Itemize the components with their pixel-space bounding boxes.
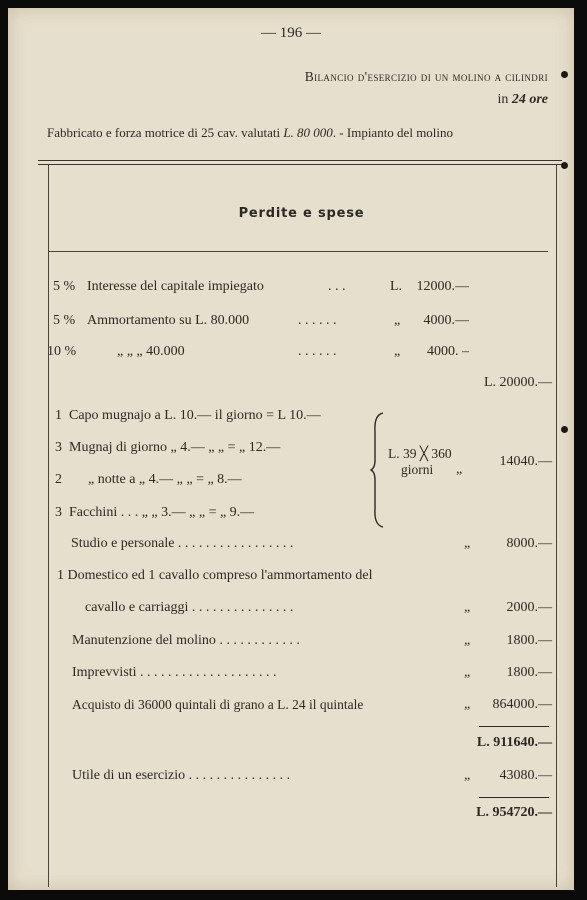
sum-rule — [479, 797, 549, 798]
capital-total: L. 20000.— — [483, 375, 552, 390]
capital-text: Ammortamento su L. 80.000 — [87, 313, 250, 328]
capital-text: Interesse del capitale impiegato — [87, 279, 264, 294]
capital-currency: „ — [394, 344, 401, 359]
capital-dots: . . . . . . — [298, 344, 337, 359]
capital-currency: „ — [394, 313, 401, 328]
expense-amount: 1800.— — [506, 633, 552, 648]
staff-role: Capo mugnajo a L. 10.— il giorno = L 10.— — [69, 408, 321, 423]
document-subtitle — [47, 125, 453, 141]
expense-currency: „ — [464, 600, 471, 615]
expense-amount: 864000.— — [492, 697, 552, 712]
capital-dots: . . . . . . — [298, 313, 337, 328]
staff-brace — [370, 411, 386, 529]
document-page — [8, 8, 574, 890]
subtotal-amount: L. 911640.— — [476, 735, 552, 750]
binding-mark — [561, 162, 568, 169]
capital-currency: L. — [390, 279, 403, 294]
expense-text: Manutenzione del molino . . . . . . . . . . . . — [72, 633, 300, 648]
expense-currency: „ — [464, 697, 471, 712]
profit-currency: „ — [464, 768, 471, 783]
staff-qty: 3 — [55, 505, 62, 520]
staff-calc-days: giorni — [401, 462, 434, 477]
staff-role: Mugnaj di giorno „ 4.— „ „ = „ 12.— — [69, 440, 281, 455]
expense-amount: 2000.— — [506, 600, 552, 615]
capital-dots: . . . — [328, 279, 346, 294]
grand-total-amount: L. 954720.— — [476, 805, 552, 820]
binding-mark — [561, 426, 568, 433]
capital-pct: 5 % — [53, 313, 76, 328]
expense-currency: „ — [464, 633, 471, 648]
title-ore: ore — [525, 92, 548, 107]
staff-role: Facchini . . . „ „ 3.— „ „ = „ 9.— — [69, 505, 255, 520]
capital-amount: 12000.— — [416, 279, 469, 294]
capital-amount: 4000. – — [427, 344, 469, 359]
expense-text: Studio e personale . . . . . . . . . . . . . . . . . — [71, 536, 294, 551]
page-number: — 196 — — [261, 25, 321, 41]
capital-pct: 5 % — [53, 279, 76, 294]
expense-text: Acquisto di 36000 quintali di grano a L. 24 il quintale — [72, 697, 364, 712]
expense-amount: 1800.— — [506, 665, 552, 680]
subtitle-value: L. 80 000 — [283, 125, 333, 140]
capital-pct: 10 % — [47, 344, 77, 359]
expense-text: cavallo e carriaggi . . . . . . . . . . . . . . . — [85, 600, 294, 615]
staff-qty: 1 — [55, 408, 62, 423]
expense-text: 1 Domestico ed 1 cavallo compreso l'ammortamento del — [57, 568, 373, 583]
title-in: in — [497, 92, 512, 107]
document-title: Bilancio d'esercizio di un molino a cilindri — [304, 69, 548, 84]
subtitle-after: . - Impianto del molino — [332, 125, 454, 140]
expense-currency: „ — [464, 665, 471, 680]
profit-amount: 43080.— — [499, 768, 552, 783]
staff-amount: 14040.— — [499, 454, 552, 469]
sum-rule — [479, 726, 549, 727]
capital-amount: 4000.— — [423, 313, 469, 328]
section-heading: Perdite e spese — [238, 206, 365, 221]
staff-qty: 2 — [55, 472, 62, 487]
document-title-line2 — [497, 92, 548, 108]
expense-amount: 8000.— — [506, 536, 552, 551]
expense-text: Imprevvisti . . . . . . . . . . . . . . . . . . . . — [72, 665, 277, 680]
staff-calc-rate: L. 39 ╳ 360 — [388, 446, 452, 461]
profit-text: Utile di un esercizio . . . . . . . . . . . . . . . — [72, 768, 291, 783]
staff-role: „ notte a „ 4.— „ „ = „ 8.— — [88, 472, 242, 487]
capital-text: „ „ „ 40.000 — [117, 344, 185, 359]
binding-mark — [561, 71, 568, 78]
subtitle-before: Fabbricato e forza motrice di 25 cav. valutati — [47, 125, 284, 140]
heading-rule — [48, 251, 548, 252]
expense-currency: „ — [464, 536, 471, 551]
staff-calc-ditto: „ — [456, 462, 463, 477]
staff-qty: 3 — [55, 440, 62, 455]
title-hours: 24 — [511, 92, 526, 107]
